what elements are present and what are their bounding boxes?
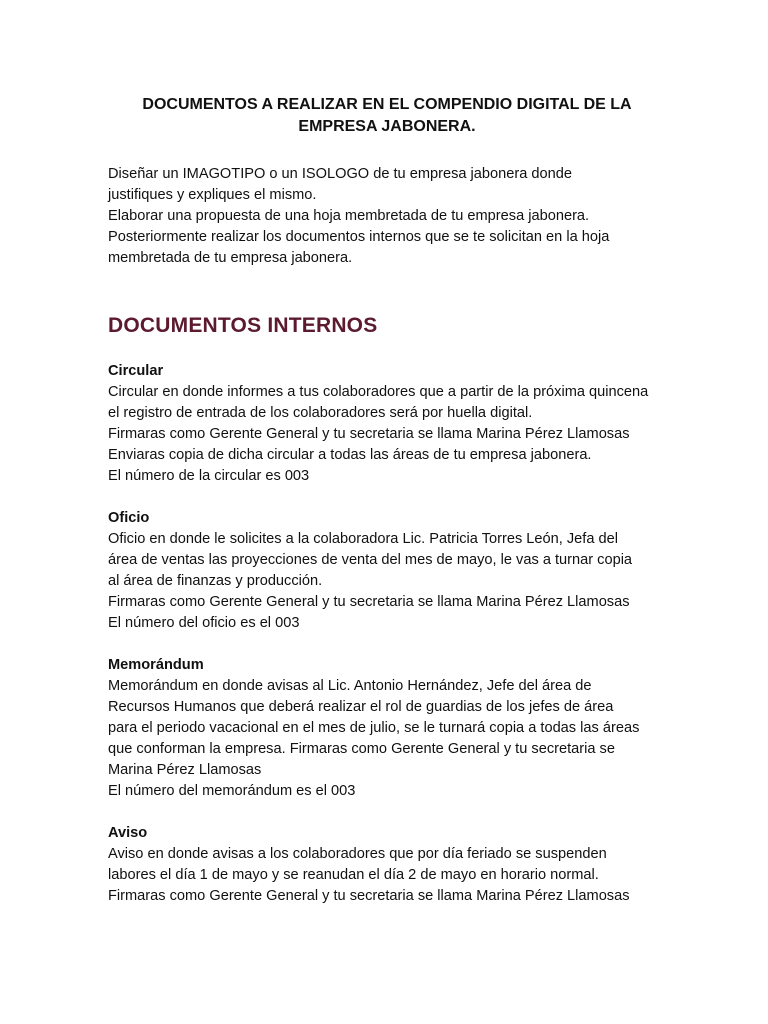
section-memorandum bbox=[108, 655, 664, 802]
intro-line: Posteriormente realizar los documentos internos que se te solicitan en la hoja bbox=[108, 229, 610, 245]
section-heading-documentos-internos: DOCUMENTOS INTERNOS bbox=[108, 314, 378, 337]
section-line: Marina Pérez Llamosas bbox=[108, 762, 262, 778]
section-line: Aviso en donde avisas a los colaboradores que por día feriado se suspenden bbox=[108, 846, 607, 862]
document-title-line-2: EMPRESA JABONERA. bbox=[298, 118, 476, 135]
section-line: Firmaras como Gerente General y tu secretaria se llama Marina Pérez Llamosas bbox=[108, 594, 630, 610]
section-line: Firmaras como Gerente General y tu secretaria se llama Marina Pérez Llamosas bbox=[108, 888, 630, 904]
intro-line: membretada de tu empresa jabonera. bbox=[108, 250, 353, 266]
section-line: El número del memorándum es el 003 bbox=[108, 783, 356, 799]
section-line: al área de finanzas y producción. bbox=[108, 573, 323, 589]
section-line: Firmaras como Gerente General y tu secretaria se llama Marina Pérez Llamosas bbox=[108, 426, 630, 442]
section-title: Circular bbox=[108, 363, 164, 379]
section-circular bbox=[108, 361, 664, 487]
document-title-line-1: DOCUMENTOS A REALIZAR EN EL COMPENDIO DIGITAL DE LA bbox=[142, 96, 632, 113]
document-page bbox=[108, 94, 664, 928]
intro-paragraph bbox=[108, 164, 664, 269]
section-oficio bbox=[108, 508, 664, 634]
section-line: que conforman la empresa. Firmaras como Gerente General y tu secretaria se bbox=[108, 741, 615, 757]
section-line: el registro de entrada de los colaboradores será por huella digital. bbox=[108, 405, 533, 421]
section-title: Oficio bbox=[108, 510, 150, 526]
section-line: Memorándum en donde avisas al Lic. Antonio Hernández, Jefe del área de bbox=[108, 678, 592, 694]
intro-line: Diseñar un IMAGOTIPO o un ISOLOGO de tu empresa jabonera donde bbox=[108, 166, 572, 182]
section-line: Oficio en donde le solicites a la colaboradora Lic. Patricia Torres León, Jefa del bbox=[108, 531, 618, 547]
section-title: Memorándum bbox=[108, 657, 204, 673]
section-title: Aviso bbox=[108, 825, 148, 841]
section-line: labores el día 1 de mayo y se reanudan el día 2 de mayo en horario normal. bbox=[108, 867, 599, 883]
section-line: Circular en donde informes a tus colaboradores que a partir de la próxima quincena bbox=[108, 384, 649, 400]
section-line: para el periodo vacacional en el mes de julio, se le turnará copia a todas las áreas bbox=[108, 720, 640, 736]
section-aviso bbox=[108, 823, 664, 907]
section-line: El número de la circular es 003 bbox=[108, 468, 310, 484]
section-line: área de ventas las proyecciones de venta del mes de mayo, le vas a turnar copia bbox=[108, 552, 633, 568]
section-line: El número del oficio es el 003 bbox=[108, 615, 300, 631]
section-line: Enviaras copia de dicha circular a todas las áreas de tu empresa jabonera. bbox=[108, 447, 592, 463]
section-line: Recursos Humanos que deberá realizar el rol de guardias de los jefes de área bbox=[108, 699, 614, 715]
intro-line: Elaborar una propuesta de una hoja membretada de tu empresa jabonera. bbox=[108, 208, 590, 224]
document-title bbox=[104, 94, 670, 138]
intro-line: justifiques y expliques el mismo. bbox=[108, 187, 317, 203]
